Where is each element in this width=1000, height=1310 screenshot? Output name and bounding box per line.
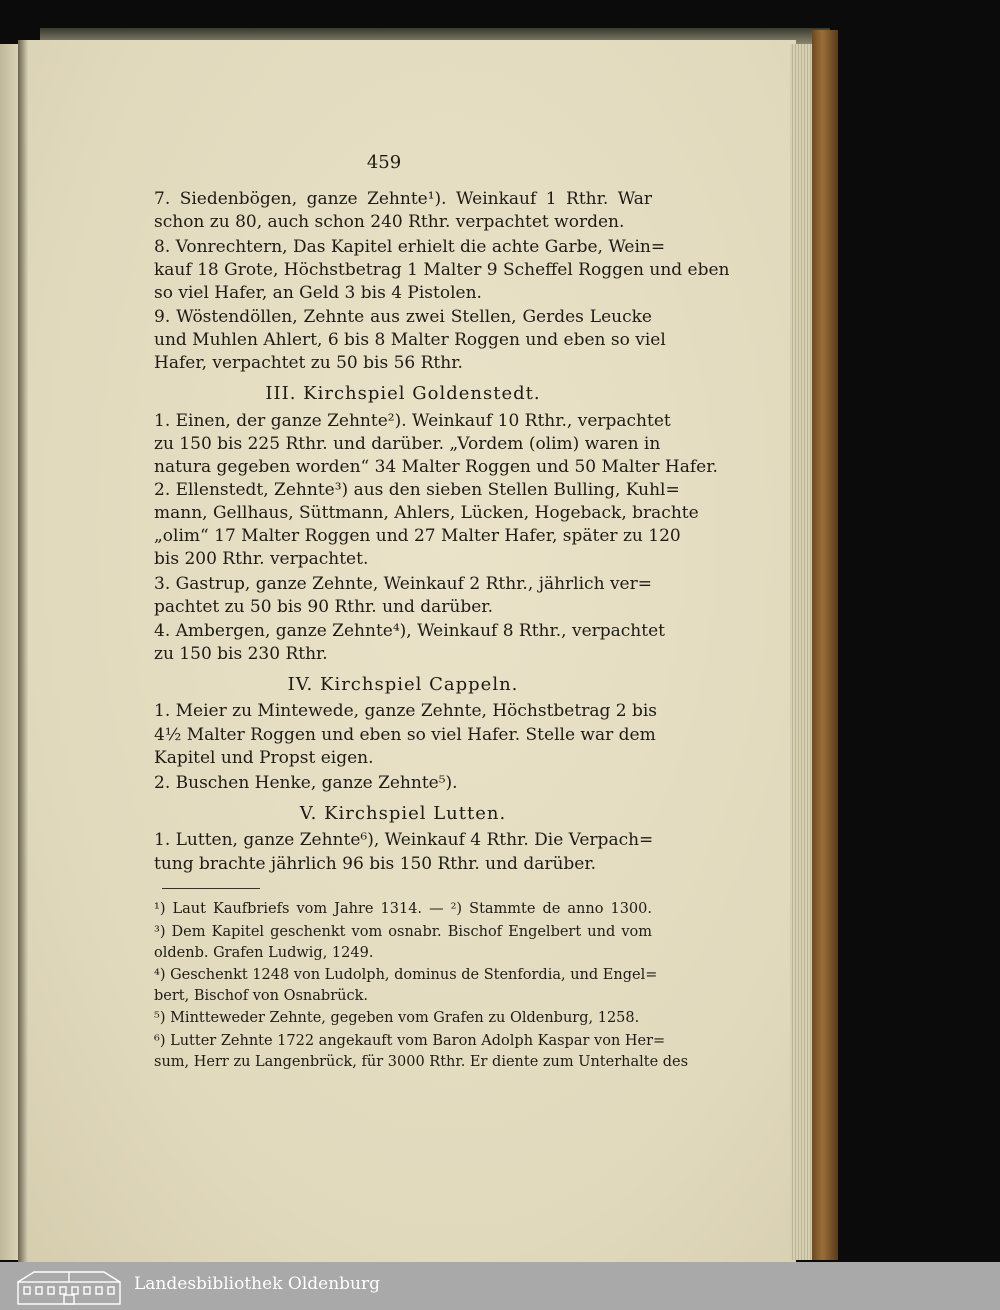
book-page: [24, 40, 796, 1262]
body-line: 8. Vonrechtern, Das Kapitel erhielt die achte Garbe, Wein=: [154, 237, 666, 257]
page-number: 459: [366, 152, 402, 173]
body-line: pachtet zu 50 bis 90 Rthr. und darüber.: [154, 597, 493, 617]
library-name: Landesbibliothek Oldenburg: [134, 1274, 381, 1294]
body-line: Kapitel und Propst eigen.: [154, 748, 374, 768]
body-line: kauf 18 Grote, Höchstbetrag 1 Malter 9 Scheffel Roggen und eben: [154, 260, 730, 280]
library-building-icon: [14, 1268, 124, 1306]
body-line: 2. Ellenstedt, Zehnte³) aus den sieben Stellen Bulling, Kuhl=: [154, 480, 680, 500]
footnote-rule: [162, 888, 260, 889]
body-line: zu 150 bis 225 Rthr. und darüber. „Vordem (olim) waren in: [154, 434, 661, 454]
body-line: 2. Buschen Henke, ganze Zehnte⁵).: [154, 773, 458, 793]
body-line: „olim“ 17 Malter Roggen und 27 Malter Hafer, später zu 120: [154, 526, 681, 546]
body-line: 1. Meier zu Mintewede, ganze Zehnte, Höchstbetrag 2 bis: [154, 701, 658, 721]
footnote-line: ¹) Laut Kaufbriefs vom Jahre 1314. — ²) Stammte de anno 1300.: [154, 901, 652, 917]
body-line: zu 150 bis 230 Rthr.: [154, 644, 328, 664]
footnote-line: ⁴) Geschenkt 1248 von Ludolph, dominus de Stenfordia, und Engel=: [154, 967, 658, 983]
book-spine: [812, 30, 838, 1260]
body-line: 4. Ambergen, ganze Zehnte⁴), Weinkauf 8 Rthr., verpachtet: [154, 621, 665, 641]
body-line: mann, Gellhaus, Süttmann, Ahlers, Lücken, Hogeback, brachte: [154, 503, 699, 523]
section-heading: IV. Kirchspiel Cappeln.: [287, 674, 519, 695]
section-heading: V. Kirchspiel Lutten.: [299, 803, 507, 824]
body-line: natura gegeben worden“ 34 Malter Roggen und 50 Malter Hafer.: [154, 457, 718, 477]
body-line: 1. Lutten, ganze Zehnte⁶), Weinkauf 4 Rthr. Die Verpach=: [154, 830, 654, 850]
footnote-line: oldenb. Grafen Ludwig, 1249.: [154, 945, 374, 961]
body-line: 1. Einen, der ganze Zehnte²). Weinkauf 10 Rthr., verpachtet: [154, 411, 671, 431]
body-line: und Muhlen Ahlert, 6 bis 8 Malter Roggen und eben so viel: [154, 330, 666, 350]
footnote-line: sum, Herr zu Langenbrück, für 3000 Rthr. Er diente zum Unterhalte des: [154, 1054, 689, 1070]
body-line: so viel Hafer, an Geld 3 bis 4 Pistolen.: [154, 283, 482, 303]
body-line: 7. Siedenbögen, ganze Zehnte¹). Weinkauf 1 Rthr. War: [154, 189, 652, 209]
body-line: Hafer, verpachtet zu 50 bis 56 Rthr.: [154, 353, 463, 373]
body-line: 4½ Malter Roggen und eben so viel Hafer. Stelle war dem: [154, 725, 656, 745]
library-footer: [0, 1262, 1000, 1310]
section-heading: III. Kirchspiel Goldenstedt.: [265, 383, 541, 404]
footnote-line: bert, Bischof von Osnabrück.: [154, 988, 368, 1004]
body-line: 3. Gastrup, ganze Zehnte, Weinkauf 2 Rthr., jährlich ver=: [154, 574, 652, 594]
footnote-line: ⁶) Lutter Zehnte 1722 angekauft vom Baron Adolph Kaspar von Her=: [154, 1033, 666, 1049]
book-gutter: [18, 40, 28, 1262]
footnote-line: ³) Dem Kapitel geschenkt vom osnabr. Bischof Engelbert und vom: [154, 924, 652, 940]
body-line: schon zu 80, auch schon 240 Rthr. verpachtet worden.: [154, 212, 625, 232]
footnote-line: ⁵) Mintteweder Zehnte, gegeben vom Grafen zu Oldenburg, 1258.: [154, 1010, 640, 1026]
body-line: tung brachte jährlich 96 bis 150 Rthr. und darüber.: [154, 854, 597, 874]
body-line: bis 200 Rthr. verpachtet.: [154, 549, 369, 569]
body-line: 9. Wöstendöllen, Zehnte aus zwei Stellen, Gerdes Leucke: [154, 307, 652, 327]
